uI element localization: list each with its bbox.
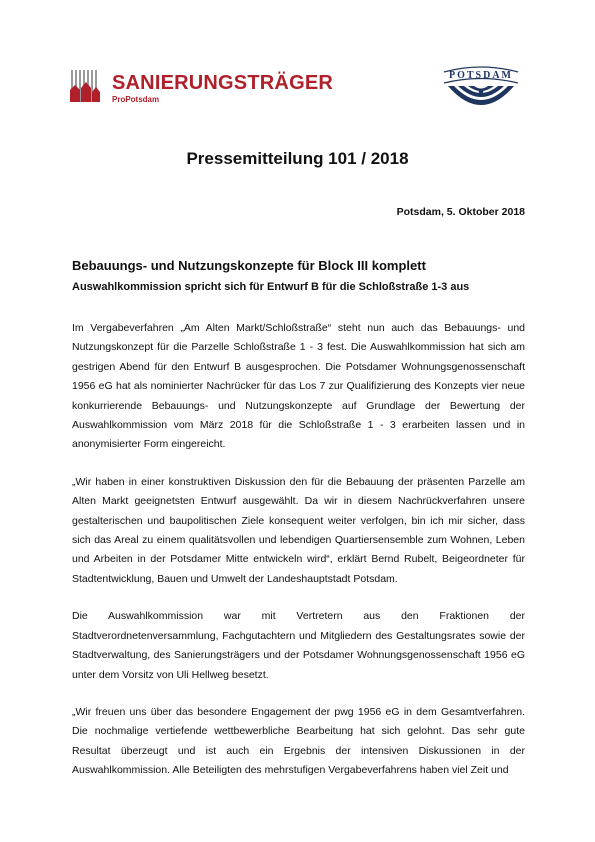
potsdam-logo bbox=[438, 64, 524, 118]
paragraph: „Wir freuen uns über das besondere Engagement der pwg 1956 eG in dem Gesamtverfahren. Die nochmalige vertiefende wettbewerbliche Bearbeitung hat sich gelohnt. Das sehr gute Resultat überzeugt und ist auch ein Ergebnis der intensiven Diskussionen in der Auswahlkommission. Alle Beteiligten des mehrstufigen Vergabeverfahrens haben viel Zeit und bbox=[72, 705, 525, 777]
sanierungstraeger-logo bbox=[70, 68, 334, 108]
body-text bbox=[72, 319, 525, 799]
paragraph: Die Auswahlkommission war mit Vertretern aus den Fraktionen der Stadtverordnetenversammlung, Fachgutachtern und Mitgliedern des Gestaltungsrates sowie der Stadtverwaltung, des Sanierungsträgers und der Potsdamer Wohnungsgenossenschaft 1956 eG unter dem Vorsitz von Uli Hellweg besetzt. bbox=[72, 610, 525, 681]
page-title: Pressemitteilung 101 / 2018 bbox=[186, 149, 409, 168]
brand-name bbox=[112, 72, 333, 95]
brand-name-part2: TRÄGER bbox=[247, 72, 334, 94]
building-bars-icon bbox=[70, 68, 108, 104]
seal-text: POTSDAM bbox=[449, 70, 513, 81]
headline: Bebauungs- und Nutzungskonzepte für Block III komplett bbox=[72, 258, 426, 273]
subheadline: Auswahlkommission spricht sich für Entwurf B für die Schloßstraße 1-3 aus bbox=[72, 281, 470, 293]
paragraph: Im Vergabeverfahren „Am Alten Markt/Schloßstraße“ steht nun auch das Bebauungs- und Nutzungskonzept für die Parzelle Schloßstraße 1 - 3 fest. Die Auswahlkommission hat sich am gestrigen Abend für den Entwurf B ausgesprochen. Die Potsdamer Wohnungsgenossenschaft 1956 eG hat als nominierter Nachrücker für das Los 7 zur Qualifizierung des Konzepts vier neue konkurrierende Bebauungs- und Nutzungskonzepte auf Grundlage der Bewertung der Auswahlkommission vom März 2018 für die Schloßstraße 1 - 3 erarbeiten lassen und in anonymisierter Form eingereicht. bbox=[72, 322, 525, 451]
brand-subtitle: ProPotsdam bbox=[112, 95, 160, 104]
dateline: Potsdam, 5. Oktober 2018 bbox=[396, 206, 525, 218]
paragraph: „Wir haben in einer konstruktiven Diskussion den für die Bebauung der präsenten Parzelle am Alten Markt geeignetsten Entwurf ausgewählt. Da wir in diesem Nachrückverfahren unsere gestalterischen und baupolitischen Ziele konsequent weiter verfolgen, bin ich mir sicher, dass sich das Areal zu einem qualitätsvollen und lebendigen Quartiersensemble zum Wohnen, Leben und Arbeiten in der Potsdamer Mitte entwickeln wird“, erklärt Bernd Rubelt, Beigeordneter für Stadtentwicklung, Bauen und Umwelt der Landeshauptstadt Potsdam. bbox=[72, 475, 525, 585]
brand-name-part1: SANIERUNGS bbox=[112, 72, 248, 94]
